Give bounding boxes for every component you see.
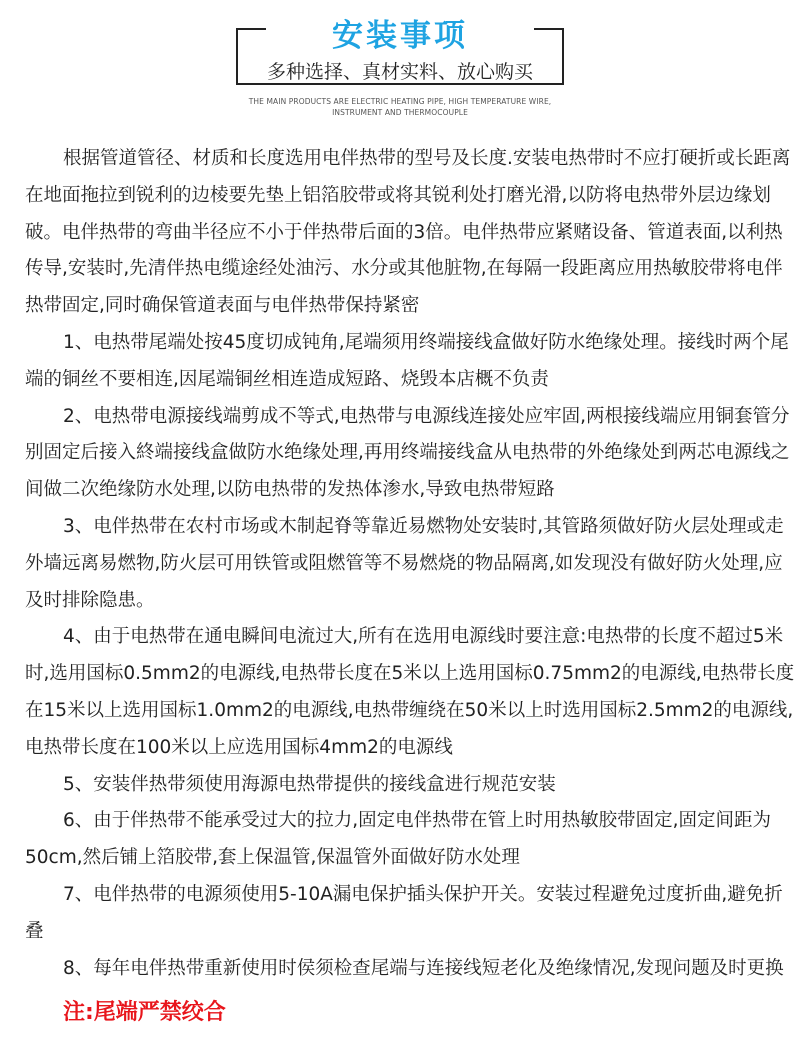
paragraph-line: 6、由于伴热带不能承受过大的拉力,固定电伴热带在管上时用热敏胶带固定,固定间距为 [63, 810, 772, 832]
paragraph-line: 电热带长度在100米以上应选用国标4mm2的电源线 [25, 736, 453, 758]
instruction-item [25, 619, 795, 766]
instruction-item [25, 509, 785, 619]
paragraph-line: 2、电热带电源接线端剪成不等式,电热带与电源线连接处应牢固,两根接线端应用铜套管分 [63, 405, 790, 427]
english-tagline-line: INSTRUMENT AND THERMOCOUPLE [332, 108, 468, 117]
paragraph-line: 时,选用国标0.5mm2的电源线,电热带长度在5米以上选用国标0.75mm2的电源线,电热带长度 [25, 663, 795, 685]
paragraph-line: 及时排除隐患。 [25, 589, 155, 611]
instruction-item [25, 803, 785, 877]
paragraph-line: 叠 [25, 920, 44, 942]
paragraph-line: 破。电伴热带的弯曲半径应不小于伴热带后面的3倍。电伴热带应紧赌设备、管道表面,以利热 [25, 221, 783, 243]
paragraph-line: 3、电伴热带在农村市场或木制起脊等靠近易燃物处安装时,其管路须做好防火层处理或走 [63, 515, 784, 537]
paragraph-line: 间做二次绝缘防水处理,以防电热带的发热体渗水,导致电热带短路 [25, 479, 555, 501]
paragraph-line: 5、安装伴热带须使用海源电热带提供的接线盒进行规范安装 [63, 773, 556, 795]
page-subtitle: 多种选择、真材实料、放心购买 [266, 61, 533, 83]
paragraph-line: 根据管道管径、材质和长度选用电伴热带的型号及长度.安装电热带时不应打硬折或长距离 [63, 148, 791, 169]
paragraph-line: 4、由于电热带在通电瞬间电流过大,所有在选用电源线时要注意:电热带的长度不超过5米 [63, 626, 784, 648]
paragraph-line: 8、每年电伴热带重新使用时侯须检查尾端与连接线短老化及绝缘情况,发现问题及时更换 [63, 957, 784, 979]
instruction-item [25, 399, 790, 509]
instruction-item [25, 877, 785, 951]
paragraph-line: 在地面拖拉到锐利的边棱要先垫上铝箔胶带或将其锐利处打磨光滑,以防将电热带外层边缘划 [25, 184, 771, 206]
paragraph-line: 传导,安装时,先清伴热电缆途经处油污、水分或其他脏物,在每隔一段距离应用热敏胶带将电伴 [25, 258, 783, 280]
english-tagline-line: THE MAIN PRODUCTS ARE ELECTRIC HEATING PIPE, HIGH TEMPERATURE WIRE, [248, 97, 552, 106]
instruction-item [25, 951, 785, 988]
intro-paragraph [25, 141, 791, 325]
instruction-item [25, 325, 789, 399]
warning-note: 注:尾端严禁绞合 [63, 1000, 226, 1025]
instruction-item [25, 767, 785, 804]
english-tagline [0, 96, 800, 118]
instructions-body [25, 141, 795, 987]
paragraph-line: 别固定后接入終端接线盒做防水绝缘处理,再用终端接线盒从电热带的外绝缘处到两芯电源线之 [25, 442, 790, 464]
paragraph-line: 外墙远离易燃物,防火层可用铁管或阻燃管等不易燃烧的物品隔离,如发现没有做好防火处理,应 [25, 552, 783, 574]
paragraph-line: 端的铜丝不要相连,因尾端铜丝相连造成短路、烧毁本店概不负责 [25, 368, 549, 390]
paragraph-line: 在15米以上选用国标1.0mm2的电源线,电热带缠绕在50米以上时选用国标2.5mm2的电源线, [25, 699, 794, 721]
page-title: 安装事项 [332, 18, 468, 54]
paragraph-line: 热带固定,同时确保管道表面与电伴热带保持紧密 [25, 295, 420, 317]
paragraph-line: 50cm,然后铺上箔胶带,套上保温管,保温管外面做好防水处理 [25, 847, 520, 869]
paragraph-line: 1、电热带尾端处按45度切成钝角,尾端须用终端接线盒做好防水绝缘处理。接线时两个尾 [63, 331, 789, 353]
paragraph-line: 7、电伴热带的电源须使用5-10A漏电保护插头保护开关。安装过程避免过度折曲,避免折 [63, 883, 783, 905]
